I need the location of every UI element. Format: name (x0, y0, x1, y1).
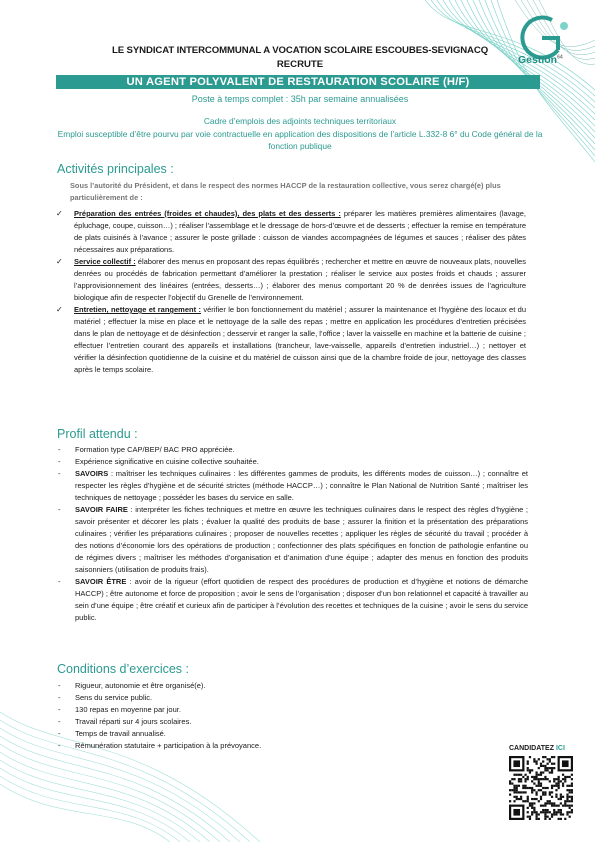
item-text: Travail réparti sur 4 jours scolaires. (75, 717, 192, 726)
list-item (56, 456, 528, 468)
dash-bullet: - (58, 457, 61, 466)
dash-bullet: - (58, 577, 61, 586)
emploi-text: Emploi susceptible d’être pourvu par voie contractuelle en application des dispositions de l’article L.332-8 6° du Code général de la fonction publique (57, 129, 543, 151)
item-text: : maîtriser les techniques culinaires : les différentes gammes de produits, les différents modes de cuisson…) ; connaître et respecter les règles d’hygiène et de sécurité strictes (méthode HACCP…) ; connaître le Plan National de Nutrition Santé ; maîtriser les techniques de nettoyage ; posséder les bases du service en salle. (75, 469, 528, 502)
list-item (56, 576, 528, 624)
item-label: SAVOIR FAIRE (75, 505, 128, 514)
list-item (56, 692, 456, 704)
item-text: Temps de travail annualisé. (75, 729, 166, 738)
conditions-list (56, 680, 456, 752)
activites-list (56, 208, 526, 376)
dash-bullet: - (58, 729, 61, 738)
item-text: Expérience significative en cuisine collective souhaitée. (75, 457, 259, 466)
item-text: vérifier le bon fonctionnement du matériel ; assurer la maintenance et l’hygiène des locaux et du matériel ; effectuer la mise en place et le nettoyage de la salle des repas ; mettre en application les procédures d’entretien précisées dans le plan de nettoyage et de désinfection ; desservir et ranger la salle, l’office ; laver la vaisselle en machine et la batterie de cuisine ; effectuer l’entretien courant des appareils et installations (trancheur, lave-vaisselle, appareils d’entretien industriel…) ; nettoyer et vérifier la désinfection quotidienne de la cuisine et du matériel de cuisson ainsi que de la chambre froide de jour, nettoyage des classes après le temps scolaire. (74, 305, 526, 374)
dash-bullet: - (58, 469, 61, 478)
qr-code-icon[interactable] (509, 756, 573, 820)
item-label: SAVOIR ÊTRE (75, 577, 127, 586)
item-text: élaborer des menus en proposant des repas équilibrés ; rechercher et mettre en œuvre de nouveaux plats, nouvelles denrées ou procédés de fabrication permettant d’améliorer la prestation ; réaliser le service aux postes froids et chauds ; assurer l’approvisionnement des linéaires (entrées, desserts…) ; élaborer des menus comportant 20 % de denrées issues de l’agriculture biologique afin de respecter l’objectif du Grenelle de l’environnement. (74, 257, 526, 302)
dash-bullet: - (58, 705, 61, 714)
list-item (56, 468, 528, 504)
schedule-text: Poste à temps complet : 35h par semaine annualisées (191, 94, 409, 104)
item-text: préparer les matières premières alimentaires (lavage, épluchage, coupe, cuisson…) ; réaliser l’assemblage et le dressage de hors-d’œuvre et de desserts ; effectuer la remise en température de plats cuisinés à l’avance ; assurer le poste grillade : cuisson de viandes accompagnées de légumes et sauces ; réaliser des pâtes nécessaires aux préparations. (74, 209, 526, 254)
list-item (56, 504, 528, 576)
list-item (56, 256, 526, 304)
check-icon: ✓ (56, 209, 63, 218)
recruits-heading: RECRUTE (276, 59, 324, 70)
list-item (56, 728, 456, 740)
apply-text: CANDIDATEZ (509, 745, 554, 752)
apply-here-text: ICI (555, 745, 565, 752)
logo-wordmark: Gestion$^{64}$ (518, 54, 563, 66)
dash-bullet: - (58, 693, 61, 702)
item-text: Sens du service public. (75, 693, 153, 702)
dash-bullet: - (58, 445, 61, 454)
check-icon: ✓ (56, 257, 63, 266)
section-title-profil: Profil attendu : (57, 427, 138, 441)
dash-bullet: - (58, 505, 61, 514)
item-label: SAVOIRS (75, 469, 109, 478)
item-text: : avoir de la rigueur (effort quotidien de respect des procédures de production et d’hygiène et notions de démarche HACCP) ; être autonome et force de proposition ; avoir le sens de l’organisation ; disposer d’un bon relationnel et capacité à travailler au sein d’une équipe ; être créatif et curieux afin de participer à l’évolution des recettes et techniques de la cuisine ; avoir le sens du service public. (75, 577, 528, 622)
dash-bullet: - (58, 681, 61, 690)
item-label: Service collectif : (74, 257, 136, 266)
job-title-banner: UN AGENT POLYVALENT DE RESTAURATION SCOLAIRE (H/F) (56, 75, 540, 89)
list-item (56, 304, 526, 376)
item-text: Rémunération statutaire + participation à la prévoyance. (75, 741, 262, 750)
section-title-conditions: Conditions d’exercices : (57, 662, 190, 676)
item-label: Préparation des entrées (froides et chaudes), des plats et des desserts : (74, 209, 341, 218)
check-icon: ✓ (56, 305, 63, 314)
list-item (56, 704, 456, 716)
section-title-activites: Activités principales : (57, 162, 174, 176)
profil-list (56, 444, 528, 624)
list-item (56, 716, 456, 728)
item-label: Entretien, nettoyage et rangement : (74, 305, 201, 314)
item-text: Rigueur, autonomie et être organisé(e). (75, 681, 206, 690)
list-item (56, 444, 528, 456)
list-item (56, 680, 456, 692)
apply-label[interactable] (509, 745, 565, 752)
item-text: Formation type CAP/BEP/ BAC PRO appréciée. (75, 445, 235, 454)
dash-bullet: - (58, 741, 61, 750)
dash-bullet: - (58, 717, 61, 726)
list-item (56, 740, 456, 752)
activites-intro: Sous l’autorité du Président, et dans le respect des normes HACCP de la restauration collective, vous serez chargé(e) plus particulièrement de : (70, 181, 501, 202)
employer-title: LE SYNDICAT INTERCOMMUNAL A VOCATION SCOLAIRE ESCOUBES-SEVIGNACQ (111, 45, 489, 56)
item-text: : interpréter les fiches techniques et mettre en œuvre les techniques culinaires dans le respect des règles d’hygiène ; savoir présenter et décorer les plats ; évaluer la qualité des produits de base ; assurer la finition et la présentation des préparations culinaires ; vérifier les préparations culinaires ; proposer de nouvelles recettes ; appliquer les règles de sécurité du travail ; procéder à des notions d’économie lors des opérations de production ; confectionner des plats spécifiques en fonction de pathologie enfantine ou de régimes divers ; maîtriser les méthodes d’organisation et d’animation d’une équipe ; adapter des menus en fonction des produits saisonniers (utilisation de produits frais). (75, 505, 528, 574)
list-item (56, 208, 526, 256)
cadre-text: Cadre d’emplois des adjoints techniques territoriaux (203, 116, 397, 126)
item-text: 130 repas en moyenne par jour. (75, 705, 181, 714)
